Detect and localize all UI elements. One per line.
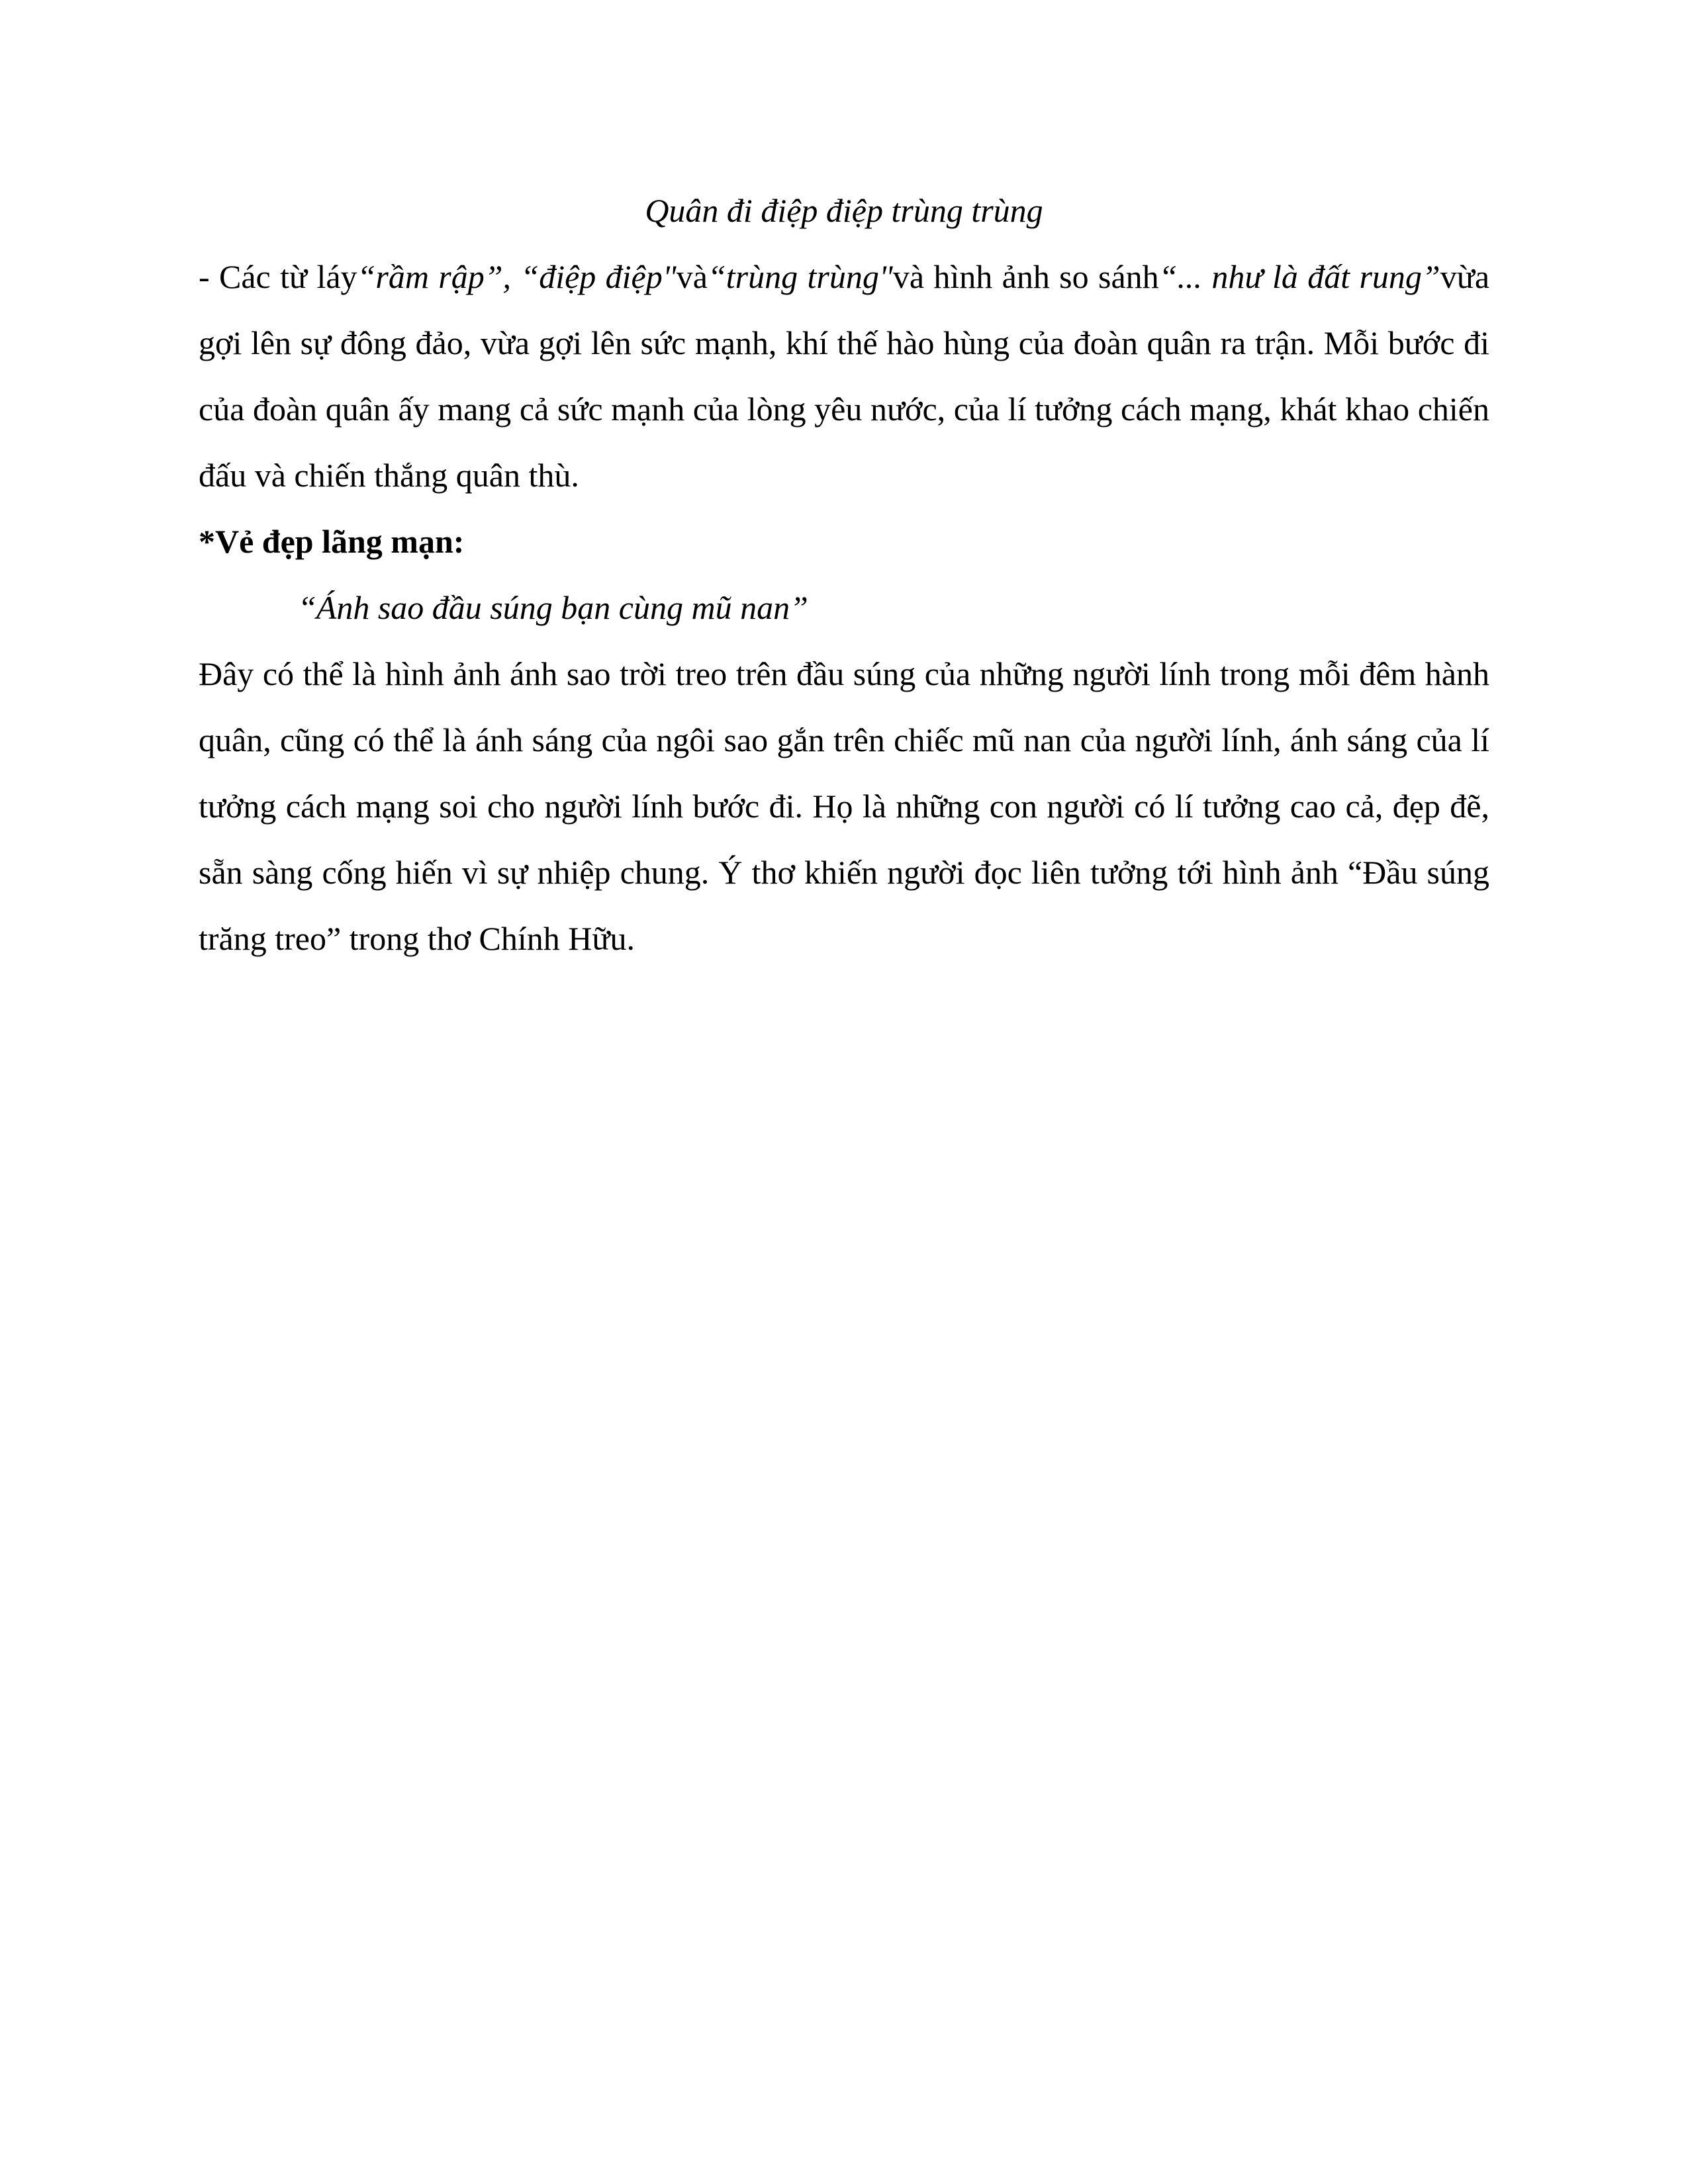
word-ram-rap: “rầm rập” [357, 258, 503, 295]
word-trung-trung: “trùng trùng" [707, 258, 893, 295]
para1-tail: vừa gợi lên sự đông đảo, vừa gợi lên sức mạnh, khí thế hào hùng của đoàn quân ra trận. Mỗi bước đi của đoàn quân ấy mang cả sức mạnh của lòng yêu nước, của lí tưởng cách mạng, khát khao chiến đấu và chiến thắng quân thù. [199, 258, 1490, 494]
section-heading: *Vẻ đẹp lãng mạn: [199, 523, 465, 560]
document-page [199, 177, 1489, 972]
para1-and: và [676, 258, 708, 295]
word-diep-diep: “điệp điệp" [520, 258, 677, 295]
para1-sep: , [502, 258, 521, 295]
poem-line-quan-di: Quân đi điệp điệp trùng trùng [645, 192, 1043, 229]
poem-line-anh-sao: “Ánh sao đầu súng bạn cùng mũ nan” [298, 589, 808, 626]
para1-lead: - Các từ láy [199, 258, 357, 295]
paragraph-tu-lay [199, 244, 1489, 508]
para1-mid: và hình ảnh so sánh [892, 258, 1159, 295]
paragraph-anh-sao: Đây có thể là hình ảnh ánh sao trời treo trên đầu súng của những người lính trong mỗi đêm hành quân, cũng có thể là ánh sáng của ngôi sao gắn trên chiếc mũ nan của người lính, ánh sáng của lí tưởng cách mạng soi cho người lính bước đi. Họ là những con người có lí tưởng cao cả, đẹp đẽ, sẵn sàng cống hiến vì sự nhiệp chung. Ý thơ khiến người đọc liên tưởng tới hình ảnh “Đầu súng trăng treo” trong thơ Chính Hữu. [199, 655, 1489, 957]
phrase-nhu-la-dat-rung: “... như là đất rung” [1158, 258, 1440, 295]
